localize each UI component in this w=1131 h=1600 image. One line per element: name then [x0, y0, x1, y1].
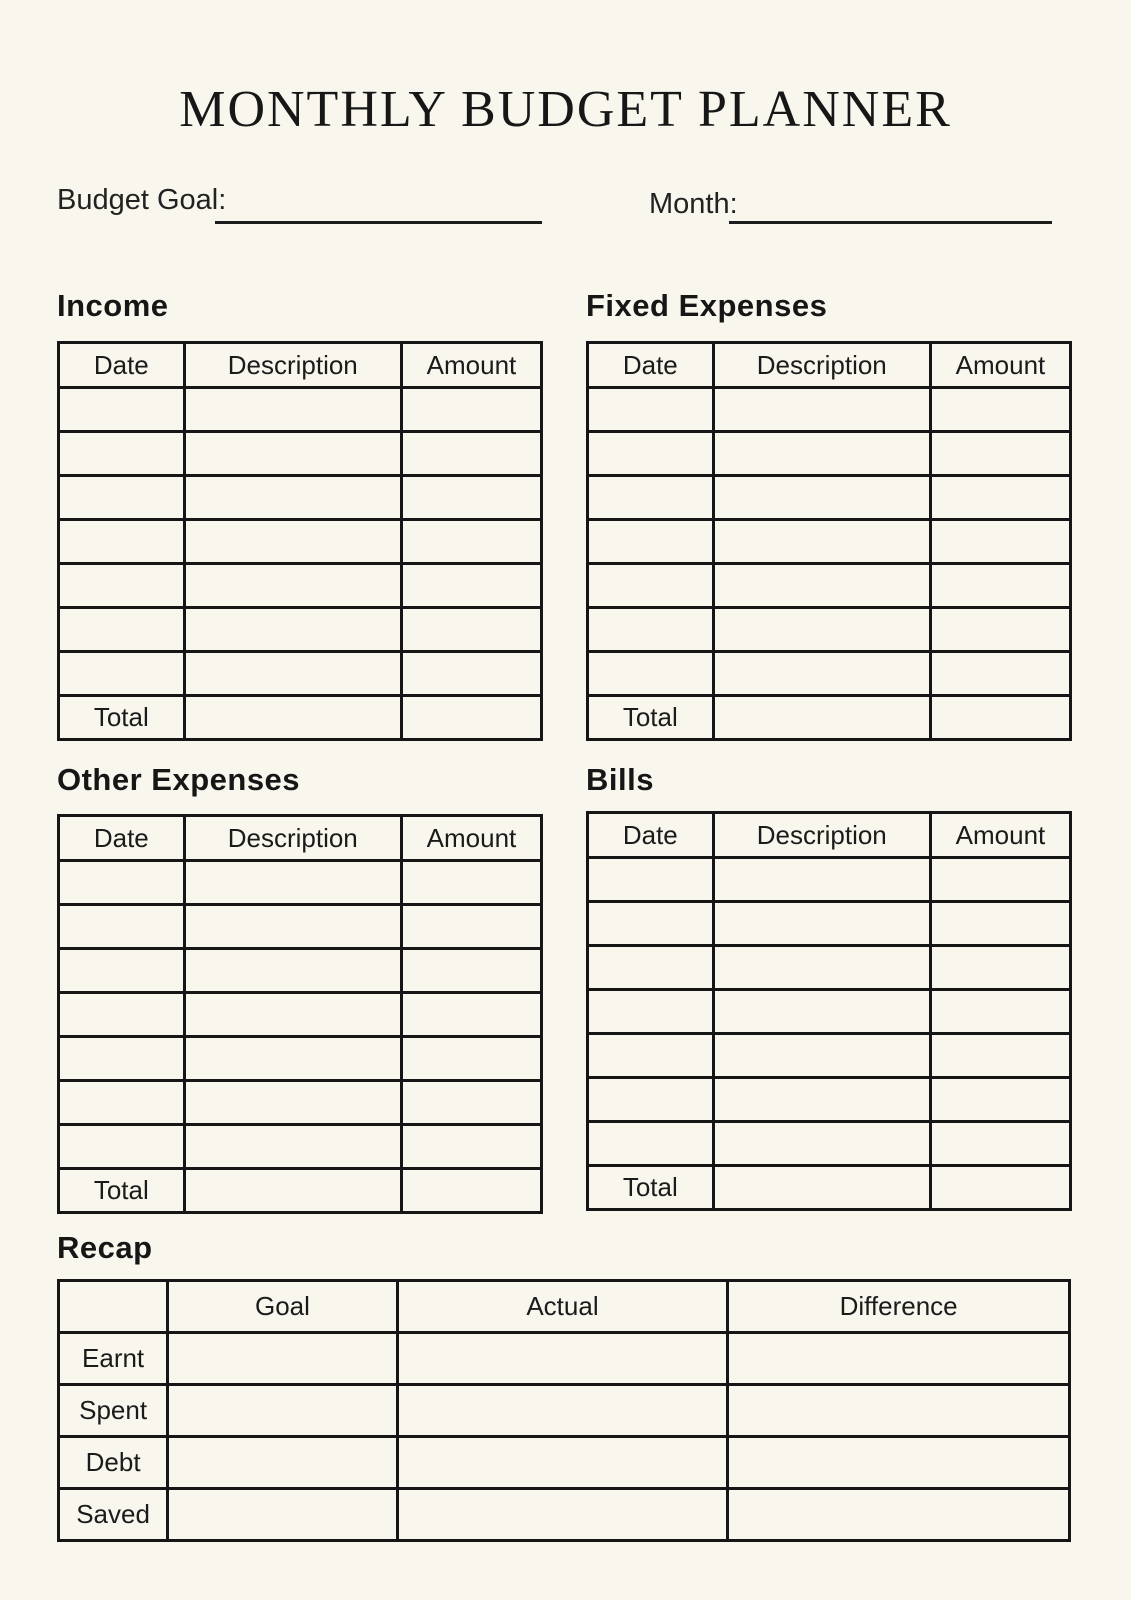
recap-col-goal: Goal [168, 1281, 397, 1333]
other-expenses-amount-cell[interactable] [401, 861, 541, 905]
fixed-expenses-date-cell[interactable] [588, 564, 714, 608]
income-total-row [59, 696, 542, 740]
month-input-line[interactable] [729, 221, 1052, 224]
recap-col-actual: Actual [397, 1281, 728, 1333]
income-date-cell[interactable] [59, 608, 185, 652]
fixed-expenses-row [588, 432, 1071, 476]
fixed-expenses-description-cell[interactable] [713, 432, 930, 476]
bills-row [588, 1122, 1071, 1166]
other-expenses-amount-cell[interactable] [401, 1081, 541, 1125]
recap-debt-label: Debt [59, 1437, 168, 1489]
income-description-cell[interactable] [184, 476, 401, 520]
other-expenses-date-cell[interactable] [59, 861, 185, 905]
bills-col-description: Description [713, 813, 930, 858]
budget-goal-label: Budget Goal: [57, 184, 227, 216]
other-expenses-row [59, 949, 542, 993]
recap-debt-actual-cell[interactable] [397, 1437, 728, 1489]
income-amount-cell[interactable] [401, 608, 541, 652]
fixed-expenses-header-row [588, 343, 1071, 388]
bills-amount-cell[interactable] [930, 1122, 1070, 1166]
income-date-cell[interactable] [59, 652, 185, 696]
other-expenses-total-row [59, 1169, 542, 1213]
fixed-expenses-col-description: Description [713, 343, 930, 388]
income-amount-cell[interactable] [401, 432, 541, 476]
fixed-expenses-date-cell[interactable] [588, 388, 714, 432]
fixed-expenses-row [588, 652, 1071, 696]
fixed-expenses-amount-cell[interactable] [930, 652, 1070, 696]
recap-spent-label: Spent [59, 1385, 168, 1437]
recap-earnt-label: Earnt [59, 1333, 168, 1385]
other-expenses-col-description: Description [184, 816, 401, 861]
bills-date-cell[interactable] [588, 946, 714, 990]
bills-amount-cell[interactable] [930, 902, 1070, 946]
bills-row [588, 1078, 1071, 1122]
income-description-cell[interactable] [184, 388, 401, 432]
other-expenses-description-cell[interactable] [184, 1037, 401, 1081]
bills-date-cell[interactable] [588, 858, 714, 902]
bills-header-row [588, 813, 1071, 858]
other-expenses-description-cell[interactable] [184, 993, 401, 1037]
bills-description-cell[interactable] [713, 1034, 930, 1078]
fixed-expenses-description-cell[interactable] [713, 388, 930, 432]
income-amount-cell[interactable] [401, 476, 541, 520]
other-expenses-total-description-cell[interactable] [184, 1169, 401, 1213]
bills-row [588, 946, 1071, 990]
bills-total-label: Total [588, 1166, 714, 1210]
fixed-expenses-description-cell[interactable] [713, 652, 930, 696]
recap-spent-difference-cell[interactable] [728, 1385, 1070, 1437]
recap-debt-goal-cell[interactable] [168, 1437, 397, 1489]
income-row [59, 432, 542, 476]
fixed-expenses-amount-cell[interactable] [930, 520, 1070, 564]
recap-spent-goal-cell[interactable] [168, 1385, 397, 1437]
other-expenses-date-cell[interactable] [59, 949, 185, 993]
other-expenses-row [59, 1081, 542, 1125]
bills-description-cell[interactable] [713, 902, 930, 946]
bills-date-cell[interactable] [588, 1034, 714, 1078]
other-expenses-section-heading: Other Expenses [57, 762, 301, 797]
income-description-cell[interactable] [184, 432, 401, 476]
other-expenses-table [57, 814, 543, 1214]
other-expenses-amount-cell[interactable] [401, 993, 541, 1037]
fixed-expenses-amount-cell[interactable] [930, 564, 1070, 608]
income-amount-cell[interactable] [401, 388, 541, 432]
bills-description-cell[interactable] [713, 990, 930, 1034]
bills-description-cell[interactable] [713, 858, 930, 902]
recap-saved-goal-cell[interactable] [168, 1489, 397, 1541]
income-date-cell[interactable] [59, 388, 185, 432]
recap-col-difference: Difference [728, 1281, 1070, 1333]
fixed-expenses-amount-cell[interactable] [930, 476, 1070, 520]
recap-row-debt [59, 1437, 1070, 1489]
income-table [57, 341, 543, 741]
recap-row-spent [59, 1385, 1070, 1437]
fixed-expenses-row [588, 608, 1071, 652]
income-section-heading: Income [57, 288, 169, 323]
fixed-expenses-total-row [588, 696, 1071, 740]
fixed-expenses-row [588, 388, 1071, 432]
bills-amount-cell[interactable] [930, 1034, 1070, 1078]
fixed-expenses-date-cell[interactable] [588, 652, 714, 696]
other-expenses-description-cell[interactable] [184, 1081, 401, 1125]
income-date-cell[interactable] [59, 432, 185, 476]
bills-description-cell[interactable] [713, 946, 930, 990]
income-date-cell[interactable] [59, 564, 185, 608]
recap-spent-actual-cell[interactable] [397, 1385, 728, 1437]
bills-description-cell[interactable] [713, 1078, 930, 1122]
income-description-cell[interactable] [184, 608, 401, 652]
other-expenses-row [59, 993, 542, 1037]
bills-total-amount-cell[interactable] [930, 1166, 1070, 1210]
income-col-date: Date [59, 343, 185, 388]
income-amount-cell[interactable] [401, 520, 541, 564]
other-expenses-row [59, 1125, 542, 1169]
income-amount-cell[interactable] [401, 652, 541, 696]
bills-table [586, 811, 1072, 1211]
income-col-description: Description [184, 343, 401, 388]
other-expenses-amount-cell[interactable] [401, 949, 541, 993]
other-expenses-row [59, 1037, 542, 1081]
income-amount-cell[interactable] [401, 564, 541, 608]
fixed-expenses-table [586, 341, 1072, 741]
other-expenses-col-amount: Amount [401, 816, 541, 861]
income-description-cell[interactable] [184, 652, 401, 696]
fixed-expenses-row [588, 564, 1071, 608]
recap-table [57, 1279, 1071, 1542]
fixed-expenses-row [588, 476, 1071, 520]
bills-date-cell[interactable] [588, 1122, 714, 1166]
fixed-expenses-date-cell[interactable] [588, 608, 714, 652]
other-expenses-total-amount-cell[interactable] [401, 1169, 541, 1213]
fixed-expenses-total-amount-cell[interactable] [930, 696, 1070, 740]
bills-description-cell[interactable] [713, 1122, 930, 1166]
fixed-expenses-row [588, 520, 1071, 564]
other-expenses-description-cell[interactable] [184, 861, 401, 905]
recap-row-earnt [59, 1333, 1070, 1385]
other-expenses-description-cell[interactable] [184, 905, 401, 949]
income-description-cell[interactable] [184, 564, 401, 608]
recap-earnt-actual-cell[interactable] [397, 1333, 728, 1385]
recap-earnt-goal-cell[interactable] [168, 1333, 397, 1385]
month-label: Month: [649, 188, 738, 220]
other-expenses-date-cell[interactable] [59, 905, 185, 949]
fixed-expenses-date-cell[interactable] [588, 432, 714, 476]
other-expenses-amount-cell[interactable] [401, 1125, 541, 1169]
fixed-expenses-total-description-cell[interactable] [713, 696, 930, 740]
income-col-amount: Amount [401, 343, 541, 388]
bills-amount-cell[interactable] [930, 1078, 1070, 1122]
fixed-expenses-total-label: Total [588, 696, 714, 740]
fixed-expenses-description-cell[interactable] [713, 564, 930, 608]
income-total-label: Total [59, 696, 185, 740]
bills-row [588, 990, 1071, 1034]
recap-saved-difference-cell[interactable] [728, 1489, 1070, 1541]
other-expenses-total-label: Total [59, 1169, 185, 1213]
other-expenses-date-cell[interactable] [59, 993, 185, 1037]
bills-row [588, 902, 1071, 946]
income-total-description-cell[interactable] [184, 696, 401, 740]
recap-row-saved [59, 1489, 1070, 1541]
fixed-expenses-description-cell[interactable] [713, 520, 930, 564]
bills-row [588, 1034, 1071, 1078]
bills-col-amount: Amount [930, 813, 1070, 858]
income-header-row [59, 343, 542, 388]
other-expenses-date-cell[interactable] [59, 1125, 185, 1169]
other-expenses-row [59, 861, 542, 905]
recap-debt-difference-cell[interactable] [728, 1437, 1070, 1489]
fixed-expenses-section-heading: Fixed Expenses [586, 288, 828, 323]
fixed-expenses-description-cell[interactable] [713, 608, 930, 652]
bills-total-description-cell[interactable] [713, 1166, 930, 1210]
recap-header-row [59, 1281, 1070, 1333]
income-row [59, 608, 542, 652]
other-expenses-date-cell[interactable] [59, 1037, 185, 1081]
income-row [59, 652, 542, 696]
bills-amount-cell[interactable] [930, 946, 1070, 990]
income-row [59, 388, 542, 432]
recap-col-blank [59, 1281, 168, 1333]
fixed-expenses-date-cell[interactable] [588, 476, 714, 520]
recap-saved-label: Saved [59, 1489, 168, 1541]
other-expenses-row [59, 905, 542, 949]
page-title: MONTHLY BUDGET PLANNER [179, 81, 952, 138]
recap-saved-actual-cell[interactable] [397, 1489, 728, 1541]
income-description-cell[interactable] [184, 520, 401, 564]
recap-section-heading: Recap [57, 1230, 153, 1265]
fixed-expenses-amount-cell[interactable] [930, 432, 1070, 476]
bills-col-date: Date [588, 813, 714, 858]
income-row [59, 564, 542, 608]
other-expenses-amount-cell[interactable] [401, 1037, 541, 1081]
income-date-cell[interactable] [59, 520, 185, 564]
bills-section-heading: Bills [586, 762, 654, 797]
fixed-expenses-amount-cell[interactable] [930, 608, 1070, 652]
budget-goal-input-line[interactable] [215, 221, 542, 224]
bills-row [588, 858, 1071, 902]
bills-date-cell[interactable] [588, 902, 714, 946]
fixed-expenses-date-cell[interactable] [588, 520, 714, 564]
other-expenses-col-date: Date [59, 816, 185, 861]
income-total-amount-cell[interactable] [401, 696, 541, 740]
other-expenses-description-cell[interactable] [184, 1125, 401, 1169]
other-expenses-date-cell[interactable] [59, 1081, 185, 1125]
bills-amount-cell[interactable] [930, 990, 1070, 1034]
income-row [59, 476, 542, 520]
fixed-expenses-description-cell[interactable] [713, 476, 930, 520]
income-date-cell[interactable] [59, 476, 185, 520]
other-expenses-description-cell[interactable] [184, 949, 401, 993]
fixed-expenses-amount-cell[interactable] [930, 388, 1070, 432]
income-row [59, 520, 542, 564]
fixed-expenses-col-amount: Amount [930, 343, 1070, 388]
fixed-expenses-col-date: Date [588, 343, 714, 388]
other-expenses-amount-cell[interactable] [401, 905, 541, 949]
bills-amount-cell[interactable] [930, 858, 1070, 902]
bills-date-cell[interactable] [588, 990, 714, 1034]
bills-total-row [588, 1166, 1071, 1210]
recap-earnt-difference-cell[interactable] [728, 1333, 1070, 1385]
other-expenses-header-row [59, 816, 542, 861]
bills-date-cell[interactable] [588, 1078, 714, 1122]
